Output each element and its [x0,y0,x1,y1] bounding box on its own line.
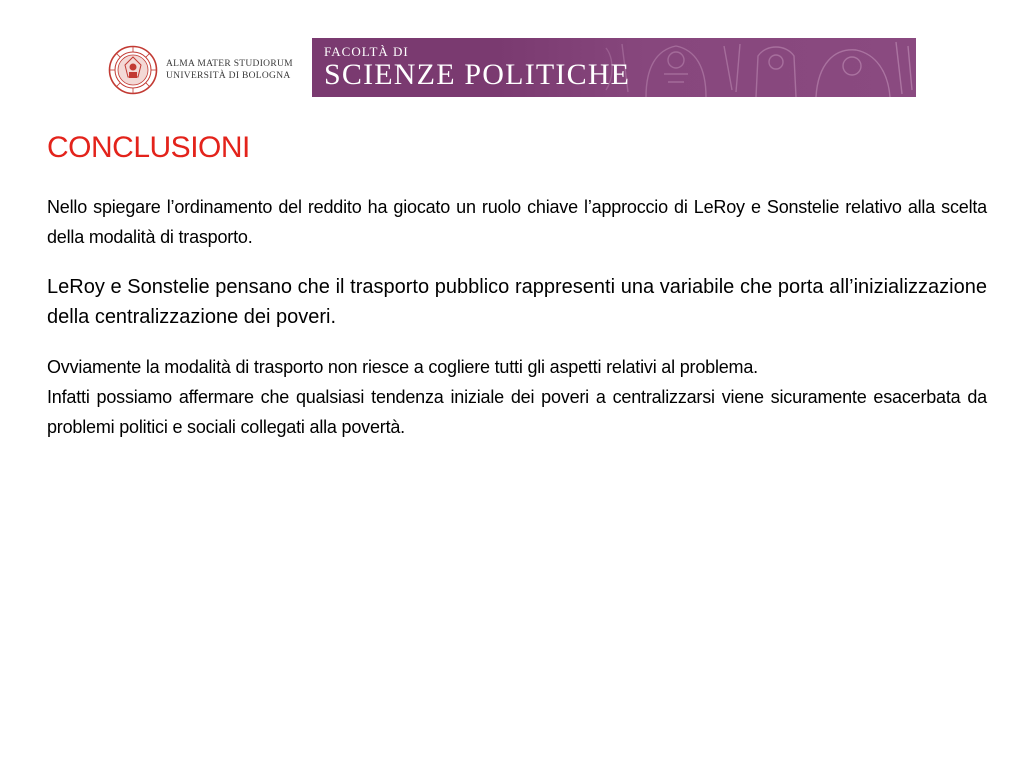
paragraph-4: Infatti possiamo affermare che qualsiasi tendenza iniziale dei poveri a centralizzarsi viene sicuramente esacerbata da problemi politici e sociali collegati alla povertà. [47,387,987,437]
slide-content [47,130,987,442]
banner-faculty-label: FACOLTÀ DI [324,44,409,59]
logo-line-2: UNIVERSITÀ DI BOLOGNA [166,71,291,81]
logo-line-1: ALMA MATER STUDIORUM [166,59,293,69]
slide-title: CONCLUSIONI [47,131,250,164]
university-logo [108,44,293,96]
university-name [166,58,293,82]
university-seal-icon [108,45,158,95]
banner-title [324,44,630,91]
paragraph-3: Ovviamente la modalità di trasporto non riesce a cogliere tutti gli aspetti relativi al problema. [47,357,758,377]
slide-header [0,0,1024,110]
paragraph-2: LeRoy e Sonstelie pensano che il trasporto pubblico rappresenti una variabile che porta all’inizializzazione della centralizzazione dei poveri. [47,276,987,328]
paragraph-1: Nello spiegare l’ordinamento del reddito ha giocato un ruolo chiave l’approccio di LeRoy e Sonstelie relativo alla scelta della modalità di trasporto. [47,197,987,247]
faculty-banner [312,38,916,97]
banner-faculty-name: SCIENZE POLITICHE [324,58,631,91]
